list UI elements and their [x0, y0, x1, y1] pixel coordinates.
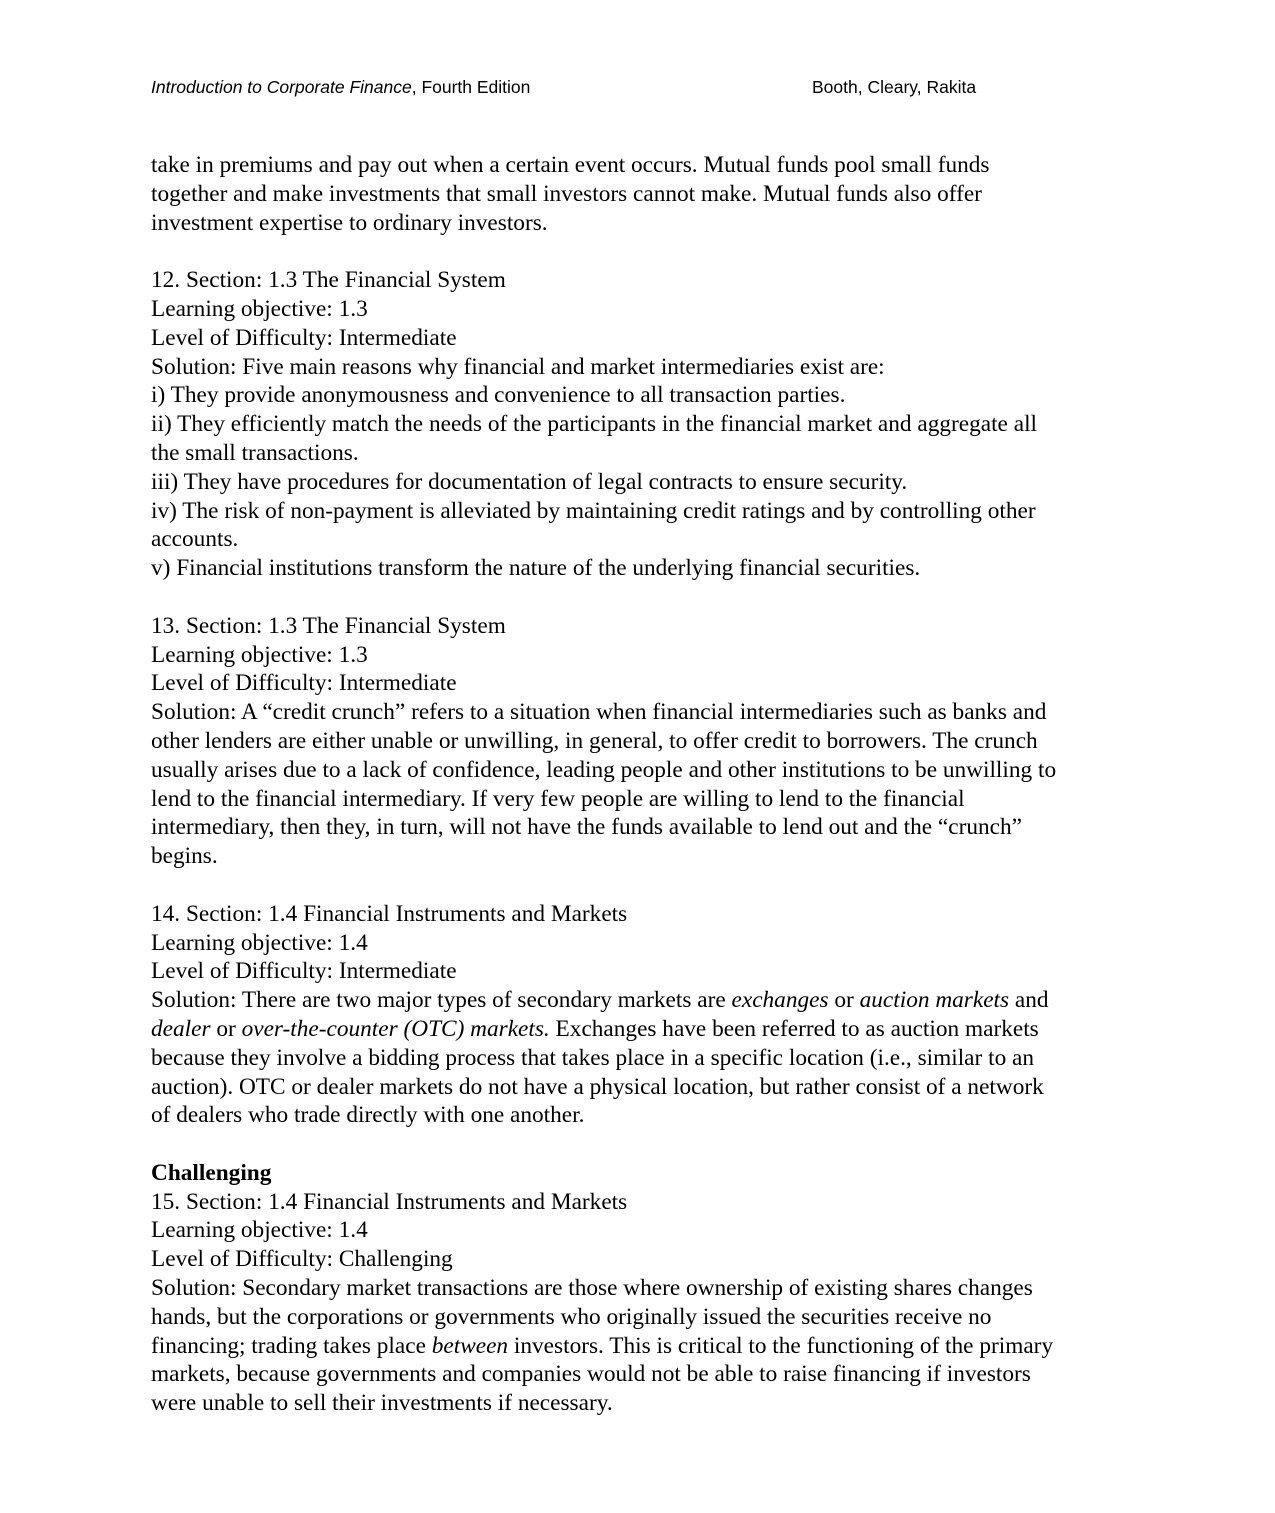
solution-line: other lenders are either unable or unwilling, in general, to offer credit to borrowers. The crunch: [151, 727, 1038, 754]
intro-paragraph: [151, 151, 1141, 237]
solution-line: [151, 1332, 1141, 1361]
solution-line: iv) The risk of non-payment is alleviated by maintaining credit ratings and by controlling other: [151, 497, 1036, 524]
solution-line: [151, 986, 1141, 1015]
book-title: Introduction to Corporate Finance: [151, 77, 412, 97]
text-span: financing; trading takes place: [151, 1332, 432, 1359]
solution-line: Solution: A “credit crunch” refers to a situation when financial intermediaries such as banks and: [151, 699, 1047, 726]
question-section: 13. Section: 1.3 The Financial System: [151, 612, 506, 639]
text-line: together and make investments that small investors cannot make. Mutual funds also offer: [151, 180, 982, 207]
text-span: Exchanges have been referred to as auction markets: [549, 1015, 1039, 1042]
book-edition: , Fourth Edition: [411, 77, 531, 97]
solution-line: lend to the financial intermediary. If very few people are willing to lend to the financial: [151, 785, 965, 812]
emphasis-exchanges: exchanges: [731, 987, 829, 1014]
text-line: take in premiums and pay out when a certain event occurs. Mutual funds pool small funds: [151, 152, 990, 178]
solution-line: because they involve a bidding process that takes place in a specific location (i.e., similar to an: [151, 1044, 1035, 1071]
text-span: and: [1009, 987, 1049, 1014]
question-section: 15. Section: 1.4 Financial Instruments and Markets: [151, 1188, 628, 1215]
learning-objective: Learning objective: 1.4: [151, 1217, 368, 1244]
solution-line: were unable to sell their investments if necessary.: [151, 1390, 613, 1417]
solution-line: the small transactions.: [151, 439, 359, 466]
question-section: 12. Section: 1.3 The Financial System: [151, 267, 506, 294]
solution-line: i) They provide anonymousness and convenience to all transaction parties.: [151, 382, 846, 409]
text-span: or: [210, 1015, 242, 1042]
emphasis-between: between: [431, 1332, 509, 1359]
text-span: Solution: There are two major types of secondary markets are: [151, 987, 732, 1014]
section-heading-challenging: [151, 1159, 1141, 1188]
learning-objective: Learning objective: 1.3: [151, 641, 368, 668]
difficulty-level: Level of Difficulty: Challenging: [151, 1246, 453, 1273]
heading-text: Challenging: [151, 1159, 272, 1186]
question-14: [151, 900, 1141, 1130]
text-span: or: [828, 987, 860, 1014]
text-span: investors. This is critical to the functioning of the primary: [508, 1332, 1054, 1359]
solution-line: Solution: Secondary market transactions are those where ownership of existing shares changes: [151, 1275, 1033, 1302]
question-12: [151, 266, 1141, 583]
solution-line: auction). OTC or dealer markets do not have a physical location, but rather consist of a network: [151, 1073, 1044, 1100]
document-body: [151, 151, 1141, 1418]
learning-objective: Learning objective: 1.3: [151, 295, 368, 322]
solution-line: ii) They efficiently match the needs of the participants in the financial market and aggregate all: [151, 411, 1038, 438]
question-section: 14. Section: 1.4 Financial Instruments and Markets: [151, 900, 628, 927]
solution-line: accounts.: [151, 526, 239, 553]
book-authors: Booth, Cleary, Rakita: [812, 77, 977, 97]
page-header: [151, 76, 991, 98]
text-line: investment expertise to ordinary investors.: [151, 209, 548, 236]
difficulty-level: Level of Difficulty: Intermediate: [151, 670, 457, 697]
solution-line: hands, but the corporations or governments who originally issued the securities receive no: [151, 1303, 992, 1330]
solution-line: begins.: [151, 843, 218, 870]
solution-line: v) Financial institutions transform the nature of the underlying financial securities.: [151, 555, 921, 582]
solution-line: of dealers who trade directly with one another.: [151, 1102, 585, 1129]
difficulty-level: Level of Difficulty: Intermediate: [151, 958, 457, 985]
question-15: [151, 1188, 1141, 1418]
emphasis-auction-markets: auction markets: [859, 987, 1010, 1014]
solution-line: usually arises due to a lack of confidence, leading people and other institutions to be unwilling to: [151, 756, 1057, 783]
solution-line: Solution: Five main reasons why financial and market intermediaries exist are:: [151, 353, 885, 380]
emphasis-otc-markets: over-the-counter (OTC) markets.: [241, 1015, 550, 1042]
learning-objective: Learning objective: 1.4: [151, 929, 368, 956]
solution-line: iii) They have procedures for documentation of legal contracts to ensure security.: [151, 468, 908, 495]
solution-line: intermediary, then they, in turn, will not have the funds available to lend out and the “crunch”: [151, 814, 1022, 841]
solution-line: markets, because governments and companies would not be able to raise financing if investors: [151, 1361, 1031, 1388]
difficulty-level: Level of Difficulty: Intermediate: [151, 324, 457, 351]
solution-line: [151, 1015, 1141, 1044]
question-13: [151, 612, 1141, 871]
emphasis-dealer: dealer: [151, 1015, 211, 1042]
